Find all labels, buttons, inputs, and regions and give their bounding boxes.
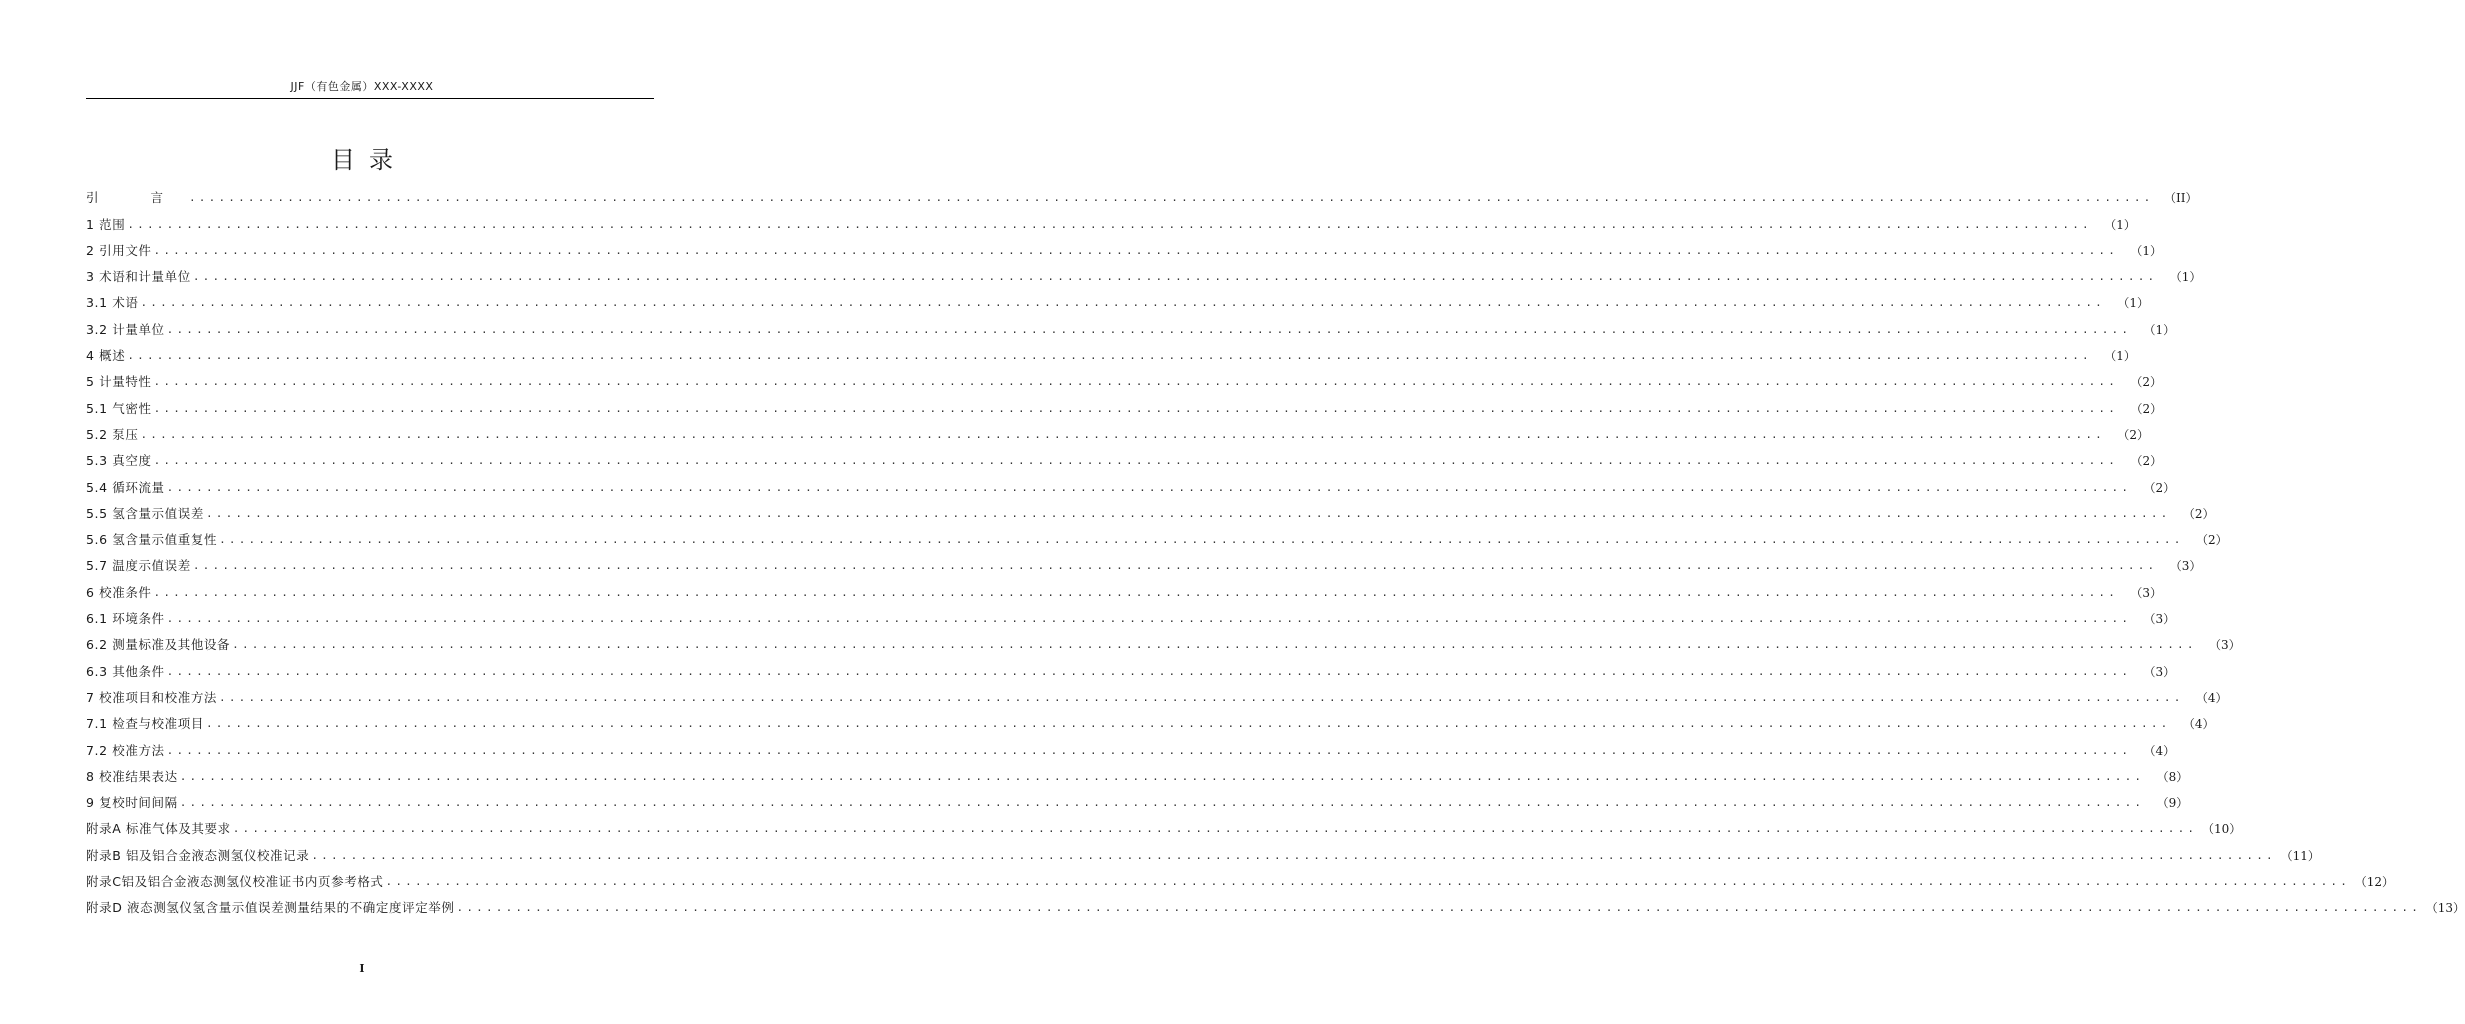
toc-entry-page: （11） — [2280, 848, 2320, 863]
toc-leader-dots: ........................................................................................................................................................................................................ — [127, 349, 2092, 363]
toc-entry[interactable] — [86, 311, 2176, 337]
toc-entry[interactable] — [86, 285, 2149, 311]
toc-leader-dots: ........................................................................................................................................................................................................ — [179, 796, 2145, 810]
toc-entry[interactable] — [86, 732, 2176, 758]
toc-entry[interactable] — [86, 574, 2163, 600]
toc-entry-label: 6 校准条件 — [86, 584, 152, 600]
toc-entry-page: （4） — [2143, 743, 2176, 758]
toc-entry-page: （4） — [2182, 717, 2215, 732]
toc-entry[interactable] — [86, 548, 2202, 574]
toc-entry-page: （12） — [2354, 875, 2395, 890]
toc-entry[interactable] — [86, 837, 2320, 863]
toc-entry-label: 5 计量特性 — [86, 374, 152, 390]
toc-entry[interactable] — [86, 785, 2189, 811]
toc-entry[interactable] — [86, 206, 2136, 232]
toc-entry[interactable] — [86, 706, 2215, 732]
toc-entry-label: 4 概述 — [86, 348, 126, 364]
header-divider — [86, 98, 654, 99]
toc-leader-dots: ........................................................................................................................................................................................................ — [192, 559, 2158, 573]
toc-entry-page: （2） — [2195, 533, 2228, 548]
toc-entry-label: 2 引用文件 — [86, 242, 152, 258]
toc-entry-label: 引 言 — [86, 190, 187, 206]
toc-entry[interactable] — [86, 443, 2163, 469]
table-of-contents — [86, 180, 2465, 916]
toc-entry-page: （3） — [2209, 638, 2241, 653]
toc-entry[interactable] — [86, 653, 2176, 679]
toc-leader-dots: ........................................................................................................................................................................................................ — [127, 217, 2092, 231]
toc-entry[interactable] — [86, 601, 2176, 627]
toc-entry[interactable] — [86, 180, 2198, 206]
toc-entry[interactable] — [86, 759, 2189, 785]
toc-entry-label: 5.4 循环流量 — [86, 479, 165, 495]
toc-entry[interactable] — [86, 417, 2149, 443]
toc-entry[interactable] — [86, 259, 2202, 285]
toc-entry-page: （4） — [2195, 690, 2228, 705]
toc-entry-label: 5.3 真空度 — [86, 453, 152, 469]
toc-leader-dots: ........................................................................................................................................................................................................ — [232, 822, 2198, 836]
toc-entry-label: 5.6 氢含量示值重复性 — [86, 532, 218, 548]
toc-entry-page: （1） — [2104, 217, 2136, 232]
toc-entry-page: （1） — [2104, 349, 2136, 364]
toc-entry[interactable] — [86, 496, 2215, 522]
toc-entry-label: 7.2 校准方法 — [86, 742, 165, 758]
toc-entry-page: （1） — [2117, 296, 2149, 311]
toc-leader-dots: ........................................................................................................................................................................................................ — [219, 533, 2184, 547]
toc-entry-label: 6.2 测量标准及其他设备 — [86, 637, 231, 653]
toc-leader-dots: ........................................................................................................................................................................................................ — [456, 901, 2422, 915]
toc-entry-label: 6.3 其他条件 — [86, 663, 165, 679]
toc-entry-page: （2） — [2130, 375, 2163, 390]
toc-entry-page: （8） — [2156, 769, 2189, 784]
toc-entry-page: （2） — [2130, 401, 2163, 416]
toc-leader-dots: ........................................................................................................................................................................................................ — [219, 690, 2184, 704]
toc-leader-dots: ........................................................................................................................................................................................................ — [166, 664, 2132, 678]
toc-leader-dots: ........................................................................................................................................................................................................ — [179, 769, 2145, 783]
toc-entry[interactable] — [86, 390, 2163, 416]
toc-entry-page: （2） — [2182, 506, 2215, 521]
toc-entry[interactable] — [86, 627, 2241, 653]
toc-leader-dots: ........................................................................................................................................................................................................ — [311, 848, 2276, 862]
toc-leader-dots: ........................................................................................................................................................................................................ — [166, 480, 2132, 494]
toc-entry-page: （13） — [2425, 901, 2465, 916]
toc-entry-page: （2） — [2117, 427, 2149, 442]
toc-entry-page: （3） — [2130, 585, 2163, 600]
page-title: 目录 — [331, 146, 407, 174]
toc-entry[interactable] — [86, 338, 2136, 364]
toc-leader-dots: ........................................................................................................................................................................................................ — [153, 585, 2119, 599]
toc-leader-dots: ........................................................................................................................................................................................................ — [188, 191, 2154, 205]
toc-entry[interactable] — [86, 469, 2176, 495]
toc-entry-page: （3） — [2143, 612, 2176, 627]
toc-entry[interactable] — [86, 364, 2163, 390]
toc-entry-page: （2） — [2130, 454, 2163, 469]
toc-entry-page: （10） — [2201, 822, 2242, 837]
toc-entry-label: 7.1 检查与校准项目 — [86, 716, 204, 732]
toc-entry[interactable] — [86, 680, 2228, 706]
toc-leader-dots: ........................................................................................................................................................................................................ — [205, 717, 2171, 731]
page-number: I — [359, 962, 365, 975]
toc-entry-label: 3.1 术语 — [86, 295, 139, 311]
toc-entry-label: 5.1 气密性 — [86, 400, 152, 416]
document-header-code: JJF（有色金属）XXX-XXXX — [290, 80, 434, 93]
toc-leader-dots: ........................................................................................................................................................................................................ — [153, 243, 2119, 257]
toc-entry-label: 附录C铝及铝合金液态测氢仪校准证书内页参考格式 — [86, 874, 384, 890]
toc-entry[interactable] — [86, 522, 2228, 548]
toc-entry[interactable] — [86, 890, 2465, 916]
toc-leader-dots: ........................................................................................................................................................................................................ — [385, 875, 2351, 889]
toc-entry-label: 5.7 温度示值误差 — [86, 558, 191, 574]
toc-leader-dots: ........................................................................................................................................................................................................ — [166, 322, 2132, 336]
toc-leader-dots: ........................................................................................................................................................................................................ — [166, 743, 2132, 757]
toc-leader-dots: ........................................................................................................................................................................................................ — [140, 427, 2105, 441]
toc-entry-page: （3） — [2169, 559, 2202, 574]
toc-entry[interactable] — [86, 864, 2395, 890]
toc-entry-label: 7 校准项目和校准方法 — [86, 689, 218, 705]
toc-entry[interactable] — [86, 233, 2163, 259]
toc-entry-label: 1 范围 — [86, 216, 126, 232]
toc-entry-label: 3 术语和计量单位 — [86, 269, 191, 285]
toc-leader-dots: ........................................................................................................................................................................................................ — [153, 375, 2119, 389]
toc-entry-page: （1） — [2169, 270, 2202, 285]
toc-entry-label: 附录D 液态测氢仪氢含量示值误差测量结果的不确定度评定举例 — [86, 900, 455, 916]
toc-entry-page: （1） — [2143, 322, 2176, 337]
toc-leader-dots: ........................................................................................................................................................................................................ — [192, 270, 2158, 284]
toc-entry-page: （1） — [2130, 243, 2163, 258]
toc-entry-label: 附录A 标准气体及其要求 — [86, 821, 231, 837]
toc-entry-label: 附录B 铝及铝合金液态测氢仪校准记录 — [86, 847, 310, 863]
toc-leader-dots: ........................................................................................................................................................................................................ — [166, 612, 2132, 626]
toc-entry-label: 6.1 环境条件 — [86, 611, 165, 627]
toc-entry-page: （2） — [2143, 480, 2176, 495]
toc-entry[interactable] — [86, 811, 2242, 837]
toc-leader-dots: ........................................................................................................................................................................................................ — [140, 296, 2105, 310]
toc-entry-label: 8 校准结果表达 — [86, 768, 178, 784]
toc-entry-label: 3.2 计量单位 — [86, 321, 165, 337]
toc-leader-dots: ........................................................................................................................................................................................................ — [153, 454, 2119, 468]
toc-entry-page: （9） — [2156, 796, 2189, 811]
toc-leader-dots: ........................................................................................................................................................................................................ — [205, 506, 2171, 520]
toc-entry-label: 5.5 氢含量示值误差 — [86, 505, 204, 521]
toc-entry-label: 9 复校时间间隔 — [86, 795, 178, 811]
toc-entry-label: 5.2 泵压 — [86, 426, 139, 442]
toc-entry-page: （3） — [2143, 664, 2176, 679]
toc-entry-page: （II） — [2164, 191, 2198, 206]
toc-leader-dots: ........................................................................................................................................................................................................ — [232, 638, 2197, 652]
toc-leader-dots: ........................................................................................................................................................................................................ — [153, 401, 2119, 415]
